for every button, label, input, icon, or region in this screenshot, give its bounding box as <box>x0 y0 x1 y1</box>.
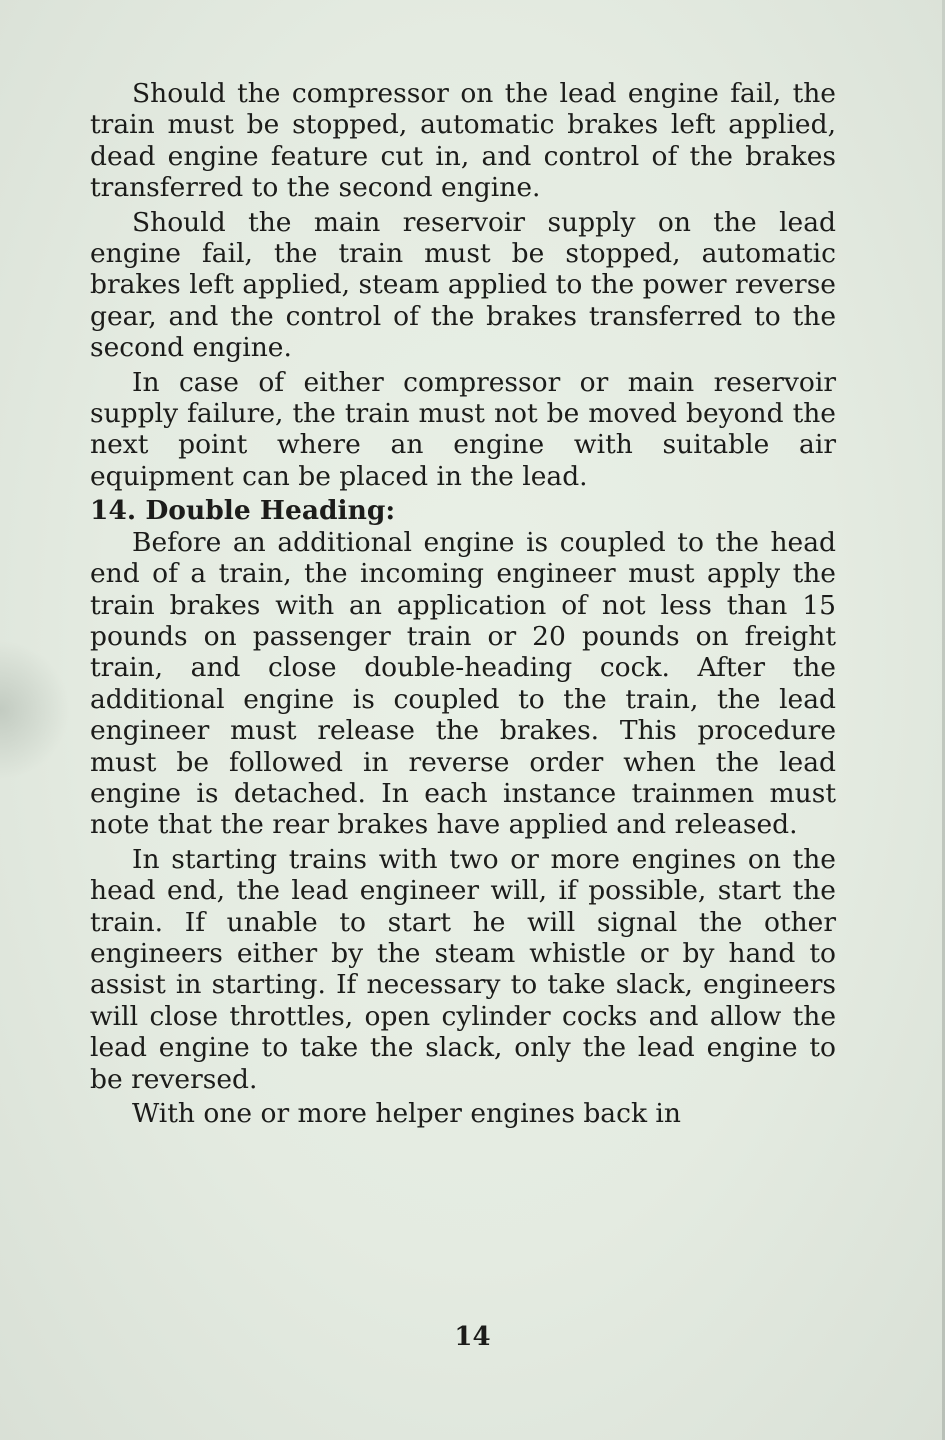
paragraph-helper-engines: With one or more helper engines back in <box>132 1098 681 1129</box>
section-heading: 14. Double Heading: <box>90 495 396 527</box>
paragraph-compressor-failure: Should the compressor on the lead engine fail, the train must be stopped, automatic brakes left applied, dead engine feature cut in, and control of the brakes transferred to the second engine. <box>90 78 836 204</box>
paragraph-starting-trains: In starting trains with two or more engines on the head end, the lead engineer will, if possible, start the train. If unable to start he will signal the other engineers either by the steam whistle or by hand to assist in starting. If necessary to take slack, engineers will close throttles, open cylinder cocks and allow the lead engine to take the slack, only the lead engine to be reversed. <box>90 843 836 1095</box>
page-number: 14 <box>454 1322 491 1352</box>
page-body <box>90 78 836 1132</box>
paragraph-reservoir-failure: Should the main reservoir supply on the lead engine fail, the train must be stopped, automatic brakes left applied, steam applied to the power reverse gear, and the control of the brakes transferred to the second engine. <box>90 206 836 364</box>
page-edge-shadow <box>0 640 70 780</box>
paragraph-supply-failure: In case of either compressor or main reservoir supply failure, the train must not be moved beyond the next point where an engine with suitable air equipment can be placed in the lead. <box>90 366 836 492</box>
paragraph-coupling-procedure: Before an additional engine is coupled to the head end of a train, the incoming engineer must apply the train brakes with an application of not less than 15 pounds on passenger train or 20 pounds on freight train, and close double-heading cock. After the additional engine is coupled to the train, the lead engineer must release the brakes. This procedure must be followed in reverse order when the lead engine is detached. In each instance trainmen must note that the rear brakes have applied and released. <box>90 526 836 841</box>
